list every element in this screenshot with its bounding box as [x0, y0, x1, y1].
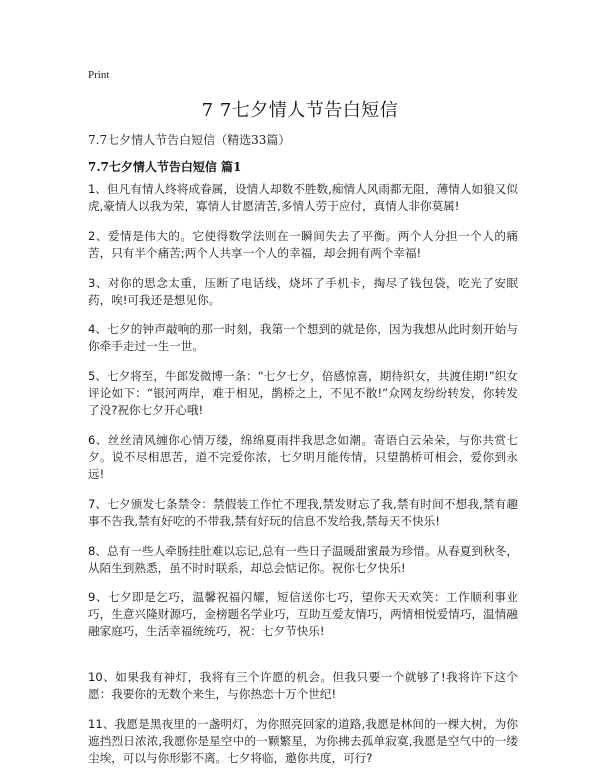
- page-subtitle: 7.7七夕情人节告白短信（精选33篇）: [88, 133, 291, 147]
- paragraph-2: 2、爱情是伟大的。它使得数学法则在一瞬间失去了平衡。两个人分担一个人的痛苦，只有半个痛苦;两个人共享一个人的幸福，却会拥有两个幸福!: [88, 229, 518, 260]
- paragraph-9: 9、七夕即是乞巧，温馨祝福闪耀，短信送你七巧，望你天天欢笑：工作顺利事业巧，生意兴隆财源巧，金榜题名学业巧，互助互爱友情巧，两情相悦爱情巧，温情融融家庭巧，生活幸福统统巧，祝：七夕节快乐!: [88, 590, 518, 638]
- paragraph-10: 10、如果我有神灯，我将有三个许愿的机会。但我只要一个就够了!我将许下这个愿：我要你的无数个来生，与你热恋十万个世纪!: [88, 670, 518, 701]
- paragraph-7: 7、七夕颁发七条禁令：禁假装工作忙不理我,禁发财忘了我,禁有时间不想我,禁有趣事不告我,禁有好吃的不带我,禁有好玩的信息不发给我,禁每天不快乐!: [88, 497, 518, 528]
- paragraph-8: 8、总有一些人牵肠挂肚难以忘记,总有一些日子温暖甜蜜最为珍惜。从春夏到秋冬，从陌生到熟悉，虽不时时联系，却总会惦记你。祝你七夕快乐!: [88, 544, 518, 575]
- paragraph-4: 4、七夕的钟声敲响的那一时刻，我第一个想到的就是你，因为我想从此时刻开始与你牵手走过一生一世。: [88, 322, 518, 353]
- paragraph-6: 6、丝丝清风缠你心情万缕，绵绵夏雨拌我思念如潮。寄语白云朵朵，与你共赏七夕。说不尽相思苦，道不完爱你浓，七夕明月能传情，只望鹊桥可相会，爱你到永远!: [88, 433, 518, 481]
- page-title: 7 7七夕情人节告白短信: [201, 100, 399, 121]
- paragraph-3: 3、对你的思念太重，压断了电话线，烧坏了手机卡，掏尽了钱包袋，吃光了安眠药，唉!可我还是想见你。: [88, 276, 518, 307]
- paragraph-11: 11、我愿是黑夜里的一盏明灯，为你照亮回家的道路,我愿是林间的一棵大树，为你遮挡烈日浓浓,我愿你是星空中的一颗繁星，为你拂去孤单寂寞,我愿是空气中的一缕尘埃，可以与你形影不离。七夕将临，邀你共度，可行?: [88, 717, 518, 765]
- paragraph-5: 5、七夕将至，牛郎发微博一条：“七夕七夕，倍感惊喜，期待织女，共渡佳期!”织女评论如下：“银河两岸，难于相见，鹊桥之上，不见不散!”众网友纷纷转发，你转发了没?祝你七夕开心哦!: [88, 369, 518, 417]
- section-heading: 7.7七夕情人节告白短信 篇1: [88, 160, 242, 174]
- print-label: Print: [88, 69, 110, 81]
- paragraph-1: 1、但凡有情人终将成眷属，设情人却数不胜数,痴情人风雨都无阻，薄情人如狼又似虎,豪情人以我为荣，寡情人甘愿清苦,多情人劳于应付，真情人非你莫属!: [88, 182, 518, 213]
